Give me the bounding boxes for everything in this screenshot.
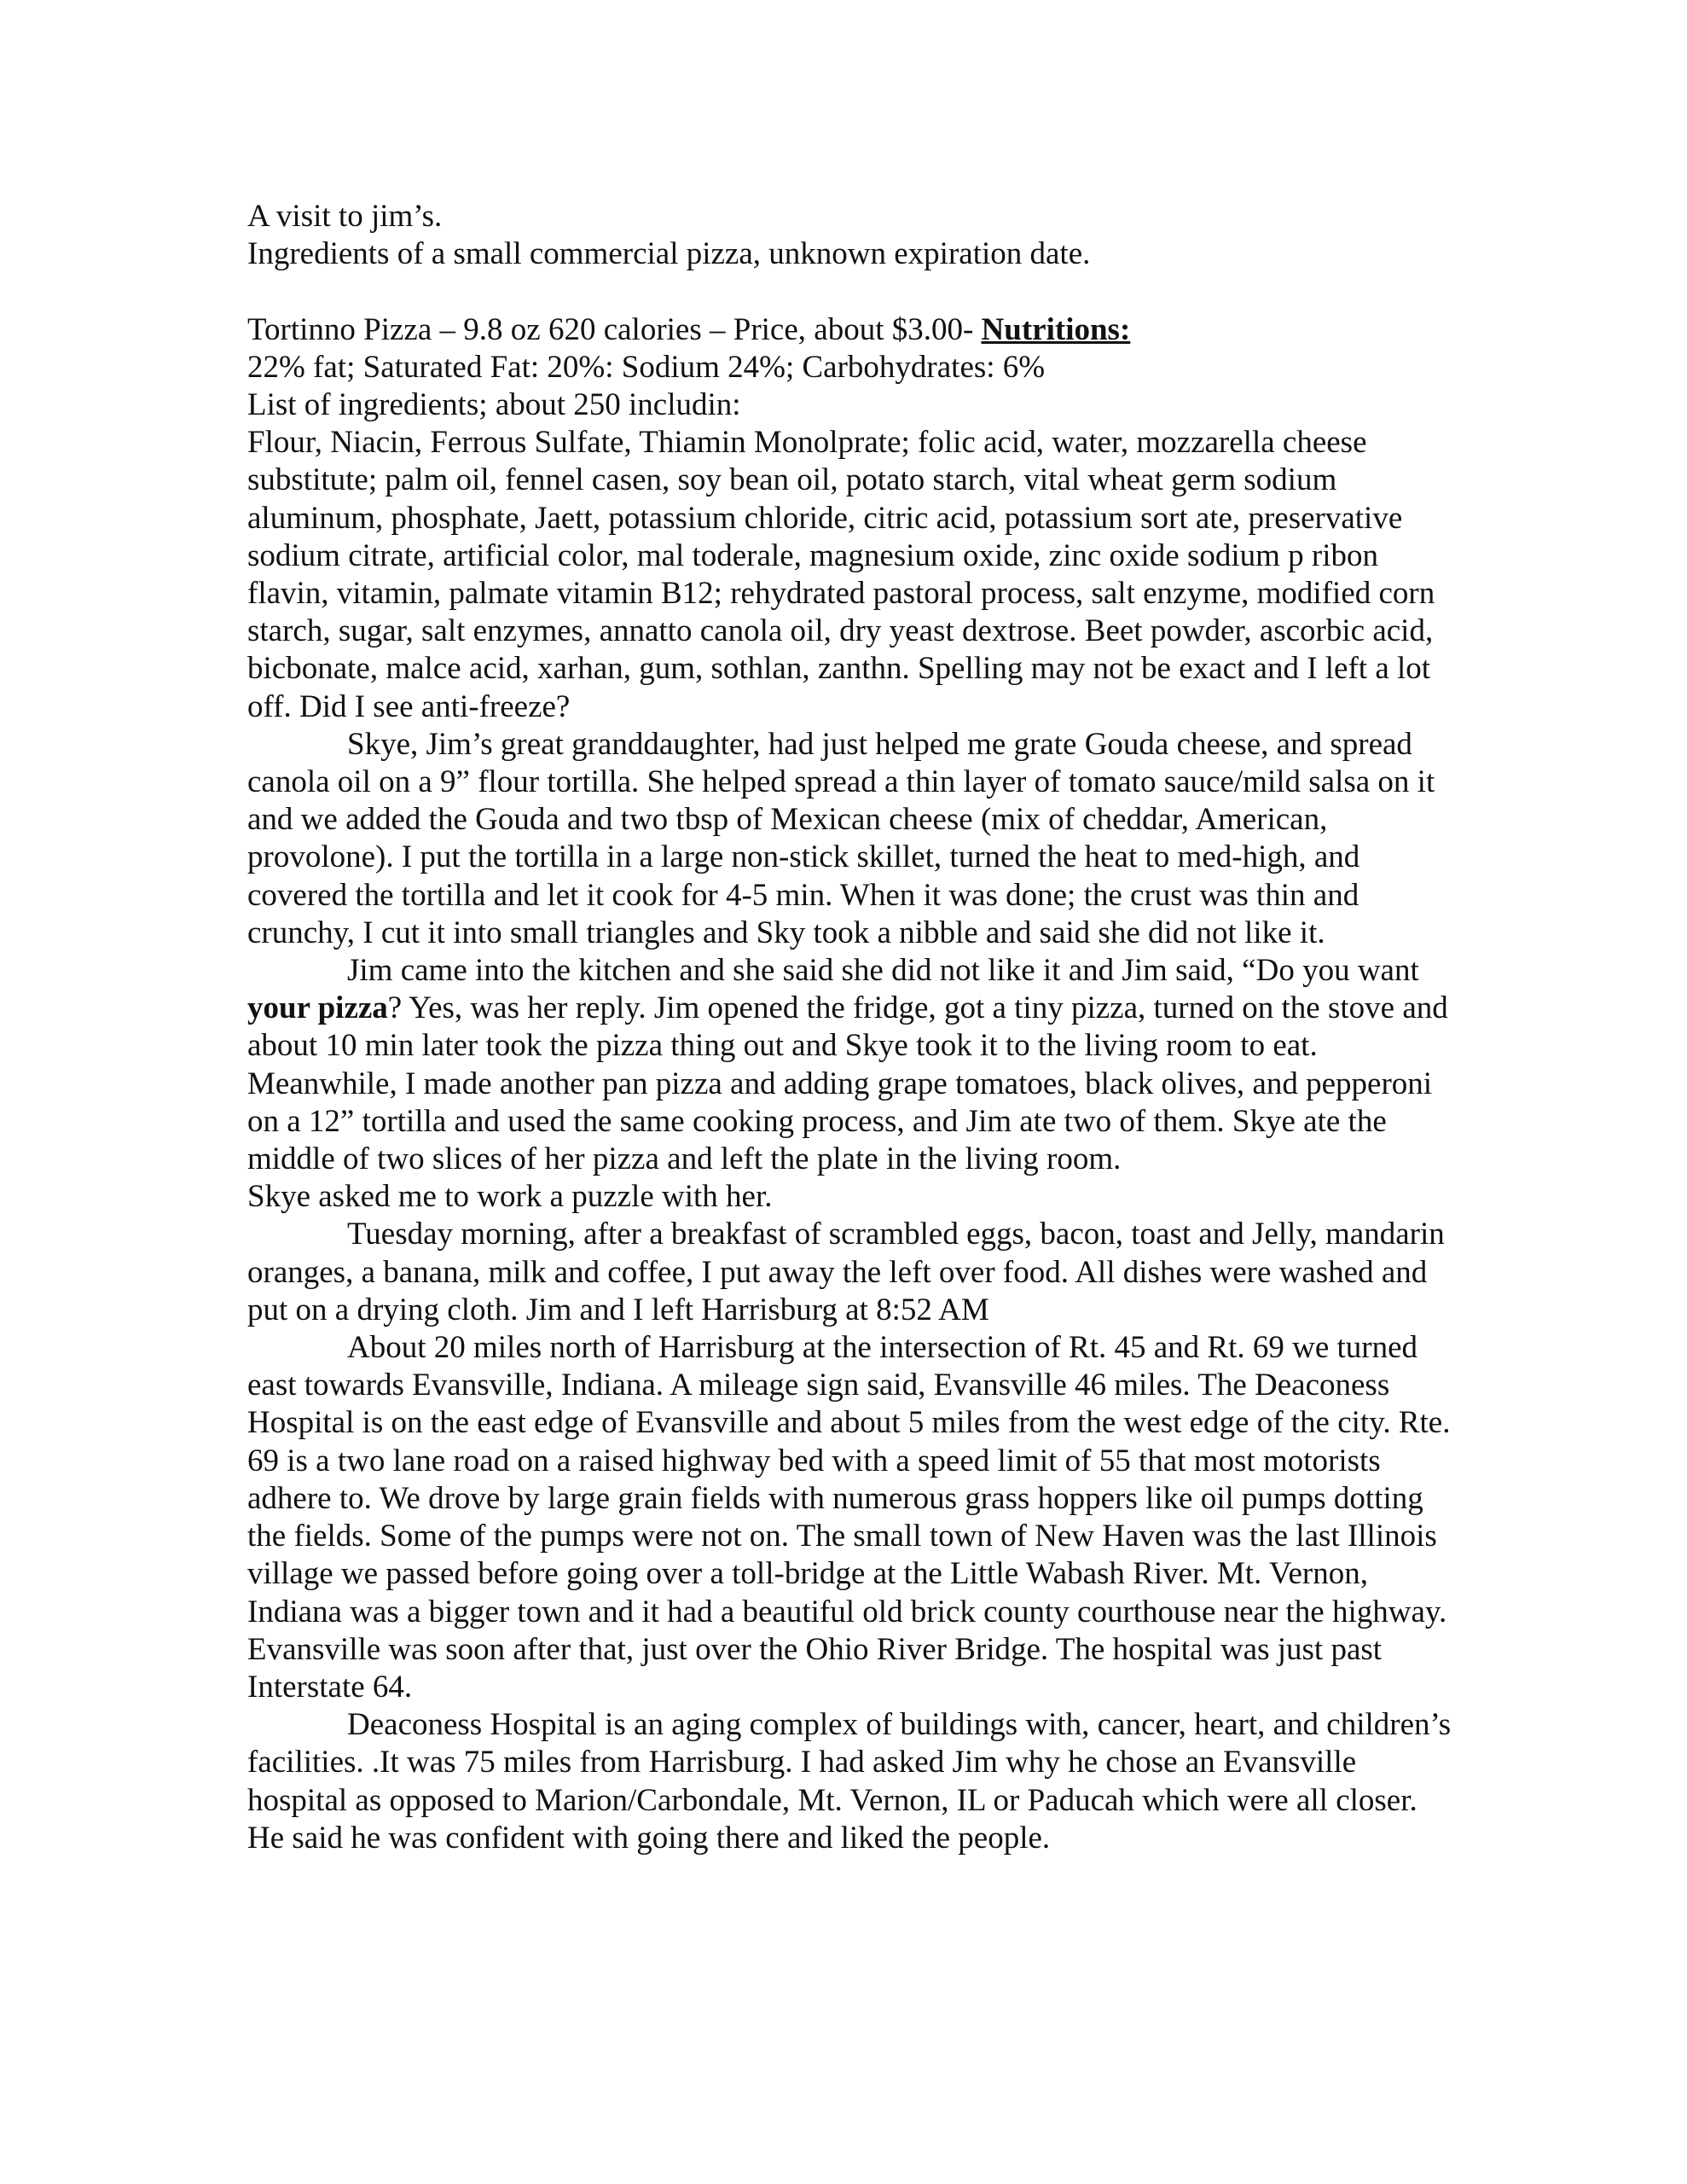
nutrition-line: 22% fat; Saturated Fat: 20%: Sodium 24%; Carbohydrates: 6% <box>247 349 1046 385</box>
paragraph-jim-before: Jim came into the kitchen and she said she did not like it and Jim said, “Do you want <box>347 953 1419 989</box>
ingredients-paragraph: Flour, Niacin, Ferrous Sulfate, Thiamin Monolprate; folic acid, water, mozzarella cheese substitute; palm oil, fennel casen, soy bean oil, potato starch, vital wheat germ sodium aluminum, phosphate, Jaett, potassium chloride, citric acid, potassium sort ate, preservative sodium citrate, artificial color, mal toderale, magnesium oxide, zinc oxide sodium p ribon flavin, vitamin, palmate vitamin B12; rehydrated pastoral process, salt enzyme, modified corn starch, sugar, salt enzymes, annatto canola oil, dry yeast dextrose. Beet powder, ascorbic acid, bicbonate, malce acid, xarhan, gum, sothlan, zanthn. Spelling may not be exact and I left a lot off. Did I see anti-freeze? <box>247 425 1435 724</box>
product-line <box>247 311 1458 349</box>
nutritions-heading: Nutritions: <box>981 311 1131 347</box>
puzzle-line: Skye asked me to work a puzzle with her. <box>247 1179 773 1215</box>
your-pizza-bold: your pizza <box>247 990 388 1026</box>
blank-line <box>247 273 1458 311</box>
paragraph-jim <box>247 952 1458 1178</box>
paragraph-tuesday: Tuesday morning, after a breakfast of scrambled eggs, bacon, toast and Jelly, mandarin oranges, a banana, milk and coffee, I put away the left over food. All dishes were washed and put on a drying cloth. Jim and I left Harrisburg at 8:52 AM <box>247 1217 1445 1327</box>
paragraph-drive: About 20 miles north of Harrisburg at the intersection of Rt. 45 and Rt. 69 we turned east towards Evansville, Indiana. A mileage sign said, Evansville 46 miles. The Deaconess Hospital is on the east edge of Evansville and about 5 miles from the west edge of the city. Rte. 69 is a two lane road on a raised highway bed with a speed limit of 55 that most motorists adhere to. We drove by large grain fields with numerous grass hoppers like oil pumps dotting the fields. Some of the pumps were not on. The small town of New Haven was the last Illinois village we passed before going over a toll-bridge at the Little Wabash River. Mt. Vernon, Indiana was a bigger town and it had a beautiful old brick county courthouse near the highway. Evansville was soon after that, just over the Ohio River Bridge. The hospital was just past Interstate 64. <box>247 1330 1451 1705</box>
document-title: A visit to jim’s. <box>247 199 443 234</box>
document-subtitle: Ingredients of a small commercial pizza, unknown expiration date. <box>247 236 1091 272</box>
paragraph-jim-after: ? Yes, was her reply. Jim opened the fridge, got a tiny pizza, turned on the stove and about 10 min later took the pizza thing out and Skye took it to the living room to eat. Meanwhile, I made another pan pizza and adding grape tomatoes, black olives, and pepperoni on a 12” tortilla and used the same cooking process, and Jim ate two of them. Skye ate the middle of two slices of her pizza and left the plate in the living room. <box>247 990 1448 1177</box>
ingredients-intro: List of ingredients; about 250 includin: <box>247 387 741 422</box>
document-page <box>247 198 1458 1857</box>
paragraph-hospital: Deaconess Hospital is an aging complex of buildings with, cancer, heart, and children’s facilities. .It was 75 miles from Harrisburg. I had asked Jim why he chose an Evansville hospital as opposed to Marion/Carbondale, Mt. Vernon, IL or Paducah which were all closer. He said he was confident with going there and liked the people. <box>247 1707 1452 1856</box>
product-line-text: Tortinno Pizza – 9.8 oz 620 calories – Price, about $3.00- <box>247 311 982 347</box>
paragraph-skye: Skye, Jim’s great granddaughter, had just helped me grate Gouda cheese, and spread canola oil on a 9” flour tortilla. She helped spread a thin layer of tomato sauce/mild salsa on it and we added the Gouda and two tbsp of Mexican cheese (mix of cheddar, American, provolone). I put the tortilla in a large non-stick skillet, turned the heat to med-high, and covered the tortilla and let it cook for 4-5 min. When it was done; the crust was thin and crunchy, I cut it into small triangles and Sky took a nibble and said she did not like it. <box>247 726 1435 950</box>
